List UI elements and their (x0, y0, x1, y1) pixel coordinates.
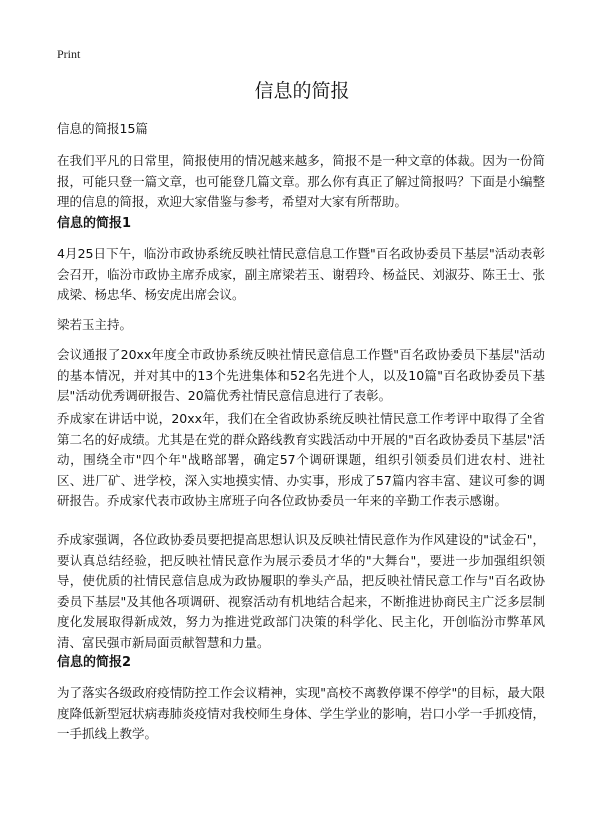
section-1-paragraph-1: 4月25日下午，临汾市政协系统反映社情民意信息工作暨"百名政协委员下基层"活动表彰会召开，临汾市政协主席乔成家，副主席梁若玉、谢碧玲、杨益民、刘淑芬、陈王士、张成梁、杨忠华、杨安虎出席会议。 (57, 246, 545, 302)
section-2-paragraph-1: 为了落实各级政府疫情防控工作会议精神，实现"高校不离教停课不停学"的目标，最大限度降低新型冠状病毒肺炎疫情对我校师生身体、学生学业的影响，岩口小学一手抓疫情，一手抓线上教学。 (57, 685, 545, 741)
document-subtitle: 信息的简报15篇 (57, 121, 148, 136)
section-1-paragraph-2: 梁若玉主持。 (57, 317, 133, 332)
section-1-paragraph-5: 乔成家强调，各位政协委员要把提高思想认识及反映社情民意作为作风建设的"试金石"，要认真总结经验，把反映社情民意作为展示委员才华的"大舞台"，要进一步加强组织领导，使优质的社情民意信息成为政协履职的拳头产品，把反映社情民意工作与"百名政协委员下基层"及其他各项调研、视察活动有机地结合起来，不断推进协商民主广泛多层制度化发展取得新成效，努力为推进党政部门决策的科学化、民主化，开创临汾市弊革风清、富民强市新局面贡献智慧和力量。 (57, 532, 545, 650)
intro-paragraph: 在我们平凡的日常里，简报使用的情况越来越多，简报不是一种文章的体裁。因为一份简报，可能只登一篇文章，也可能登几篇文章。那么你有真正了解过简报吗？下面是小编整理的信息的简报，欢迎大家借鉴与参考，希望对大家有所帮助。 (57, 153, 545, 209)
page-title: 信息的简报 (254, 80, 350, 102)
section-heading-2: 信息的简报2 (57, 655, 132, 670)
print-link[interactable]: Print (57, 47, 81, 61)
section-heading-1: 信息的简报1 (57, 216, 132, 231)
section-1-paragraph-3: 会议通报了20xx年度全市政协系统反映社情民意信息工作暨"百名政协委员下基层"活动的基本情况，并对其中的13个先进集体和52名先进个人，以及10篇"百名政协委员下基层"活动优秀调研报告、20篇优秀社情民意信息进行了表彰。 (57, 347, 545, 403)
section-1-paragraph-4: 乔成家在讲话中说，20xx年，我们在全省政协系统反映社情民意工作考评中取得了全省第二名的好成绩。尤其是在党的群众路线教育实践活动中开展的"百名政协委员下基层"活动，围绕全市"四个年"战略部署，确定57个调研课题，组织引领委员们进农村、进社区、进厂矿、进学校，深入实地摸实情、办实事，形成了57篇内容丰富、建议可参的调研报告。乔成家代表市政协主席班子向各位政协委员一年来的辛勤工作表示感谢。 (57, 411, 545, 508)
